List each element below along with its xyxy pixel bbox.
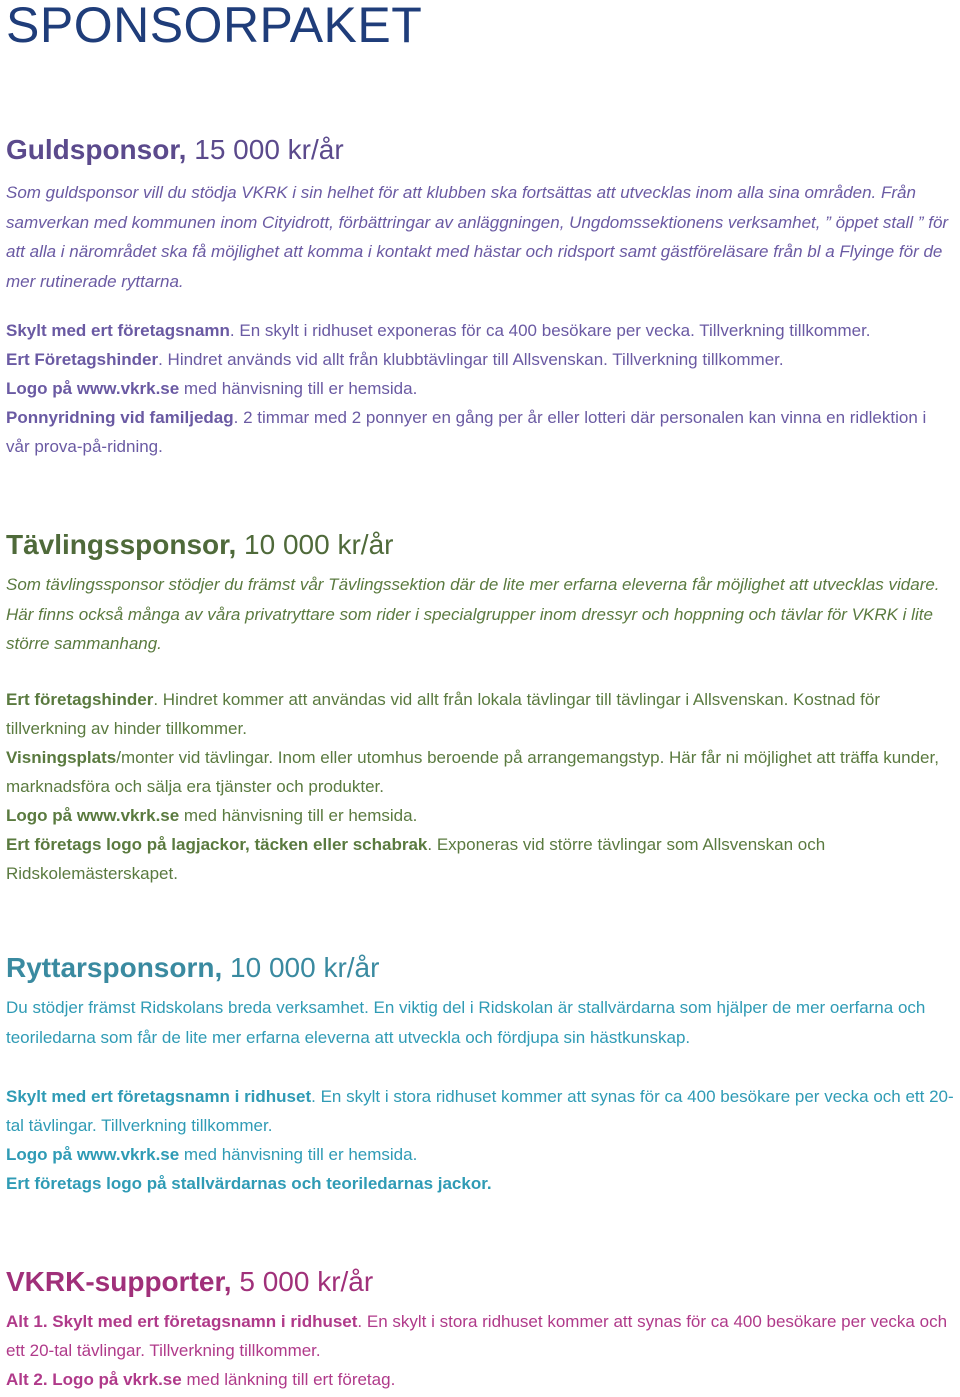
benefit-title: Skylt med ert företagsnamn xyxy=(6,321,230,340)
benefits-list xyxy=(6,1307,954,1394)
benefit-title: Ert Företagshinder xyxy=(6,350,159,369)
benefit-text: . En skylt i stora ridhuset kommer att synas för ca 400 besökare per vecka och ett 20-tal tävlingar. Tillverkning tillkommer. xyxy=(6,1087,954,1135)
package-name: Guldsponsor, xyxy=(6,134,187,165)
benefit-text: med hänvisning till er hemsida. xyxy=(179,805,418,825)
benefit-text: . Hindret kommer att användas vid allt från lokala tävlingar till tävlingar i Allsvenskan. Kostnad för tillverkning av hinder tillkommer. xyxy=(6,689,880,738)
package-name: Ryttarsponsorn, xyxy=(6,952,223,983)
section-guldsponsor xyxy=(6,134,954,461)
section-heading xyxy=(6,1266,954,1298)
section-intro: Du stödjer främst Ridskolans breda verksamhet. En viktig del i Ridskolan är stallvärdarna som hjälper de mer oerfarna och teoriledarna som får de lite mer erfarna eleverna att utveckla och fördjupa sin hästkunskap. xyxy=(6,998,926,1047)
section-intro: Som guldsponsor vill du stödja VKRK i sin helhet för att klubben ska fortsättas att utvecklas inom alla sina områden. Från samverkan med kommunen inom Cityidrott, förbättringar av anläggningen, Ungdomssektionens verksamhet, ” öppet stall ” för att alla i närområdet ska få möjlighet att komma i kontakt med hästar och ridsport samt gästföreläsare från bl a Flyinge för de mer rutinerade ryttarna. xyxy=(6,183,949,291)
benefit-title: Ert företagshinder xyxy=(6,689,154,709)
benefit-title: Visningsplats xyxy=(6,747,117,767)
package-price: 10 000 kr/år xyxy=(236,529,394,560)
benefit-text: med hänvisning till er hemsida. xyxy=(179,379,418,398)
section-heading xyxy=(6,134,954,166)
package-price: 5 000 kr/år xyxy=(231,1266,374,1297)
benefit-text: med länkning till ert företag. xyxy=(181,1370,396,1389)
benefit-title: Skylt med ert företagsnamn i ridhuset xyxy=(6,1087,312,1106)
benefit-text: /monter vid tävlingar. Inom eller utomhus beroende på arrangemangstyp. Här får ni möjlighet att träffa kunder, marknadsföra och sälja era tjänster och produkter. xyxy=(6,747,939,796)
benefit-text: . 2 timmar med 2 ponnyer en gång per år eller lotteri där personalen kan vinna en ridlektion i vår prova-på-ridning. xyxy=(6,408,927,456)
benefit-title: Ert företags logo på stallvärdarnas och teoriledarnas jackor. xyxy=(6,1174,492,1193)
benefit-title: Alt 1. Skylt med ert företagsnamn i ridhuset xyxy=(6,1312,358,1331)
section-vkrk-supporter xyxy=(6,1266,954,1394)
benefits-list xyxy=(6,316,954,461)
page-title: SPONSORPAKET xyxy=(6,0,423,53)
benefit-text: . Hindret används vid allt från klubbtävlingar till Allsvenskan. Tillverkning tillkommer. xyxy=(158,350,784,369)
package-price: 15 000 kr/år xyxy=(186,134,344,165)
benefit-text: . En skylt i stora ridhuset kommer att synas för ca 400 besökare per vecka och ett 20-tal tävlingar. Tillverkning tillkommer. xyxy=(6,1312,948,1360)
section-ryttarsponsorn xyxy=(6,952,954,1198)
package-name: VKRK-supporter, xyxy=(6,1266,232,1297)
section-heading xyxy=(6,529,954,561)
benefits-list xyxy=(6,1082,954,1198)
benefit-text: med hänvisning till er hemsida. xyxy=(179,1145,418,1164)
section-intro: Som tävlingssponsor stödjer du främst vår Tävlingssektion där de lite mer erfarna eleverna får möjlighet att utvecklas vidare. Här finns också många av våra privatryttare som rider i specialgrupper inom dressyr och hoppning och tävlar för VKRK i lite större sammanhang. xyxy=(6,575,940,653)
benefit-title: Ert företags logo på lagjackor, täcken eller schabrak xyxy=(6,834,428,854)
benefit-text: . En skylt i ridhuset exponeras för ca 400 besökare per vecka. Tillverkning tillkommer. xyxy=(229,321,871,340)
benefits-list xyxy=(6,685,954,888)
section-heading xyxy=(6,952,954,984)
benefit-title: Ponnyridning vid familjedag xyxy=(6,408,234,427)
benefit-title: Alt 2. Logo på vkrk.se xyxy=(6,1370,182,1389)
benefit-title: Logo på www.vkrk.se xyxy=(6,1145,180,1164)
benefit-title: Logo på www.vkrk.se xyxy=(6,379,180,398)
section-tavlingssponsor xyxy=(6,529,954,888)
package-name: Tävlingssponsor, xyxy=(6,529,237,560)
package-price: 10 000 kr/år xyxy=(222,952,380,983)
benefit-text: . Exponeras vid större tävlingar som Allsvenskan och Ridskolemästerskapet. xyxy=(6,834,826,883)
benefit-title: Logo på www.vkrk.se xyxy=(6,805,180,825)
